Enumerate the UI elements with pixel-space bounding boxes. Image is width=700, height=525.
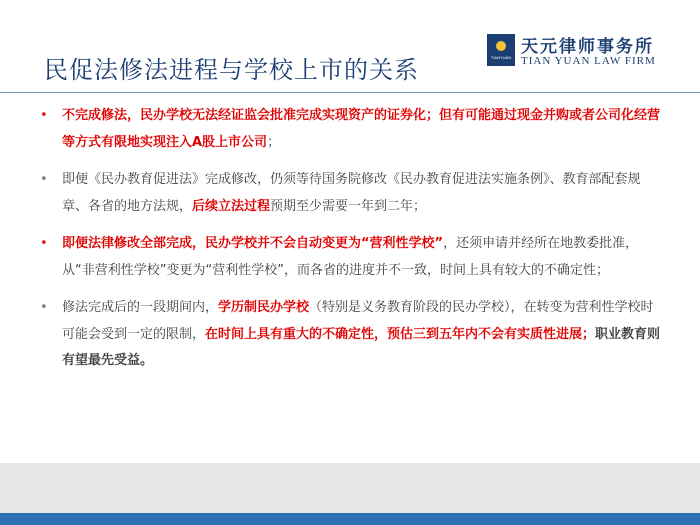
logo-mark-text: TIANYUAN [490, 55, 512, 60]
bullet-emphasis-text: 在时间上具有重大的不确定性，预估三到五年内不会有实质性进展； [205, 326, 596, 342]
bullet-emphasis-text: 即便法律修改全部完成，民办学校并不会自动变更为“营利性学校” [62, 236, 444, 251]
bullet-dot-icon: • [40, 300, 48, 315]
bullet-item [40, 295, 665, 375]
logo-name-en: TIAN YUAN LAW FIRM [521, 55, 656, 67]
bullet-dot-icon: • [40, 108, 48, 123]
bullet-emphasis-text: 职业教育则有望最先受益。 [62, 326, 661, 368]
bullet-text: 即便《民办教育促进法》完成修改，仍须等待国务院修改《民办教育促进法实施条例》、教育部配套规章、各省的地方法规， [62, 172, 641, 214]
firm-logo [487, 34, 687, 70]
logo-name-cn: 天元律师事务所 [521, 37, 654, 57]
bullet-item [40, 231, 665, 284]
bullet-dot-icon: • [40, 172, 48, 187]
bullet-text: 预期至少需要一年到二年； [270, 198, 427, 214]
bullet-emphasis-text: 不完成修法，民办学校无法经证监会批准完成实现资产的证券化；但有可能通过现金并购或者公司化经营等方式有限地实现注入A股上市公司 [62, 108, 661, 150]
title-divider [0, 92, 700, 93]
slide-title: 民促法修法进程与学校上市的关系 [44, 56, 419, 84]
bullet-list [40, 103, 665, 386]
bullet-dot-icon: • [40, 236, 48, 251]
bullet-text: （特别是义务教育阶段的民办学校），在转变为营利性学校时可能会受到一定的限制， [62, 300, 654, 342]
bullet-emphasis-text: 后续立法过程 [192, 198, 271, 214]
footer-bar [0, 513, 700, 525]
bullet-text: ，还须申请并经所在地教委批准，从“非营利性学校”变更为“营利性学校”，而各省的进度并不一致，时间上具有较大的不确定性； [62, 236, 639, 278]
footer-band [0, 463, 700, 513]
bullet-item [40, 167, 665, 220]
sun-icon [496, 41, 506, 51]
bullet-emphasis-text: 学历制民办学校 [218, 300, 310, 315]
bullet-item [40, 103, 665, 156]
logo-emblem-icon [487, 34, 515, 66]
bullet-text: 修法完成后的一段期间内， [62, 300, 219, 315]
bullet-text: ； [267, 134, 281, 150]
